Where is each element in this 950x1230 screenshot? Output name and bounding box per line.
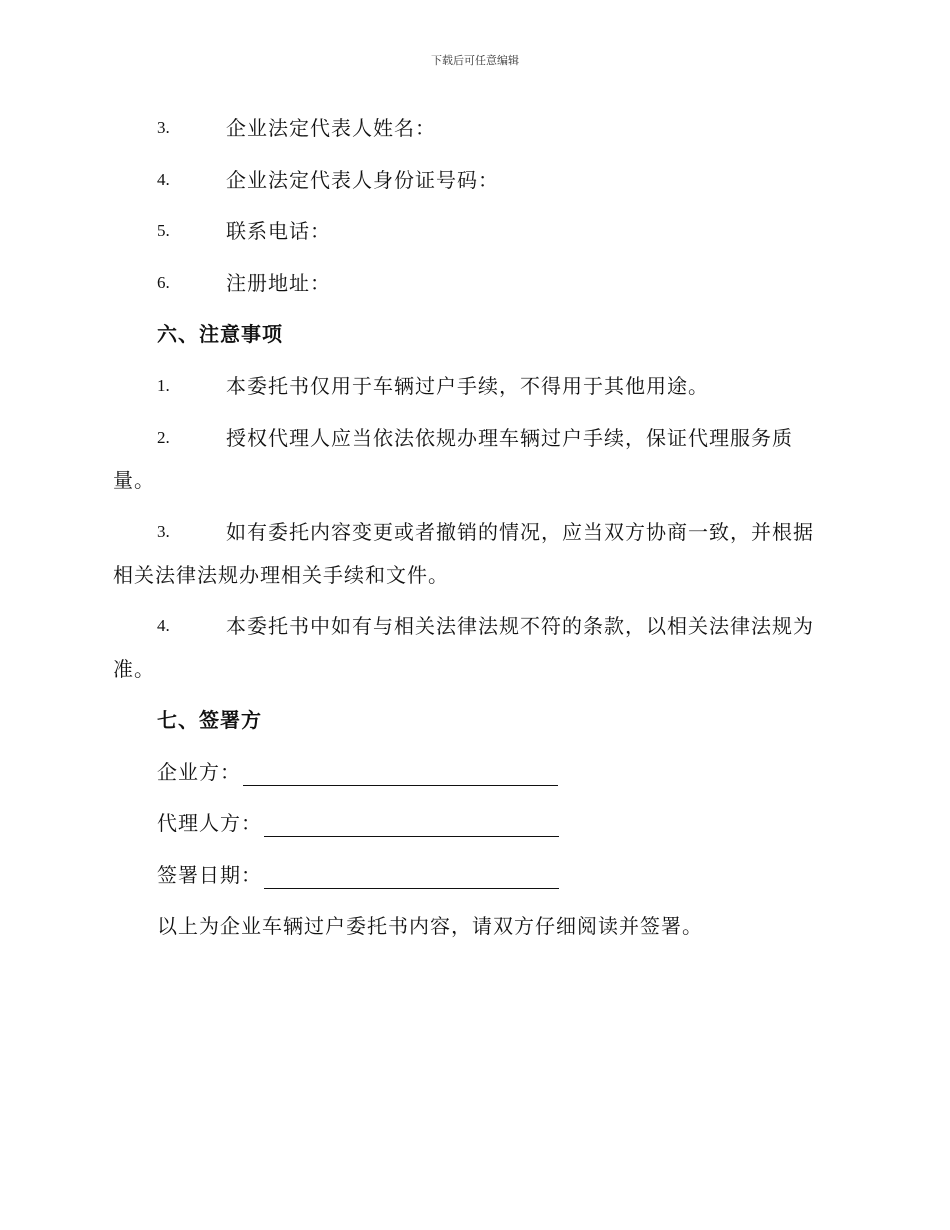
item-text-continued: 相关法律法规办理相关手续和文件。 — [113, 563, 449, 587]
item-number: 6. — [157, 273, 170, 292]
closing-text: 以上为企业车辆过户委托书内容，请双方仔细阅读并签署。 — [157, 914, 703, 938]
signature-label: 代理人方： — [157, 811, 262, 835]
signature-line[interactable] — [243, 763, 558, 786]
signature-line[interactable] — [264, 866, 559, 889]
page-header: 下载后可任意编辑 — [431, 54, 519, 67]
section-7-heading: 七、签署方 — [157, 708, 262, 732]
section-6-heading: 六、注意事项 — [157, 322, 283, 346]
item-text: 本委托书中如有与相关法律法规不符的条款，以相关法律法规为 — [226, 614, 814, 638]
item-number: 3. — [157, 118, 170, 137]
item-text: 授权代理人应当依法依规办理车辆过户手续，保证代理服务质 — [226, 426, 793, 450]
item-text-continued: 准。 — [113, 657, 155, 681]
signature-label: 企业方： — [157, 760, 241, 784]
item-text: 注册地址： — [226, 271, 331, 295]
signature-field-agent — [157, 809, 559, 837]
signature-field-enterprise — [157, 758, 558, 786]
item-text: 企业法定代表人身份证号码： — [226, 168, 499, 192]
item-number: 3. — [157, 522, 170, 541]
signature-line[interactable] — [264, 814, 559, 837]
item-number: 1. — [157, 376, 170, 395]
item-text-continued: 量。 — [113, 468, 155, 492]
item-text: 本委托书仅用于车辆过户手续，不得用于其他用途。 — [226, 374, 709, 398]
item-text: 企业法定代表人姓名： — [226, 116, 436, 140]
signature-field-date — [157, 861, 559, 889]
item-number: 4. — [157, 616, 170, 635]
item-text: 联系电话： — [226, 219, 331, 243]
item-text: 如有委托内容变更或者撤销的情况，应当双方协商一致，并根据 — [226, 520, 814, 544]
item-number: 5. — [157, 221, 170, 240]
signature-label: 签署日期： — [157, 863, 262, 887]
item-number: 4. — [157, 170, 170, 189]
item-number: 2. — [157, 428, 170, 447]
